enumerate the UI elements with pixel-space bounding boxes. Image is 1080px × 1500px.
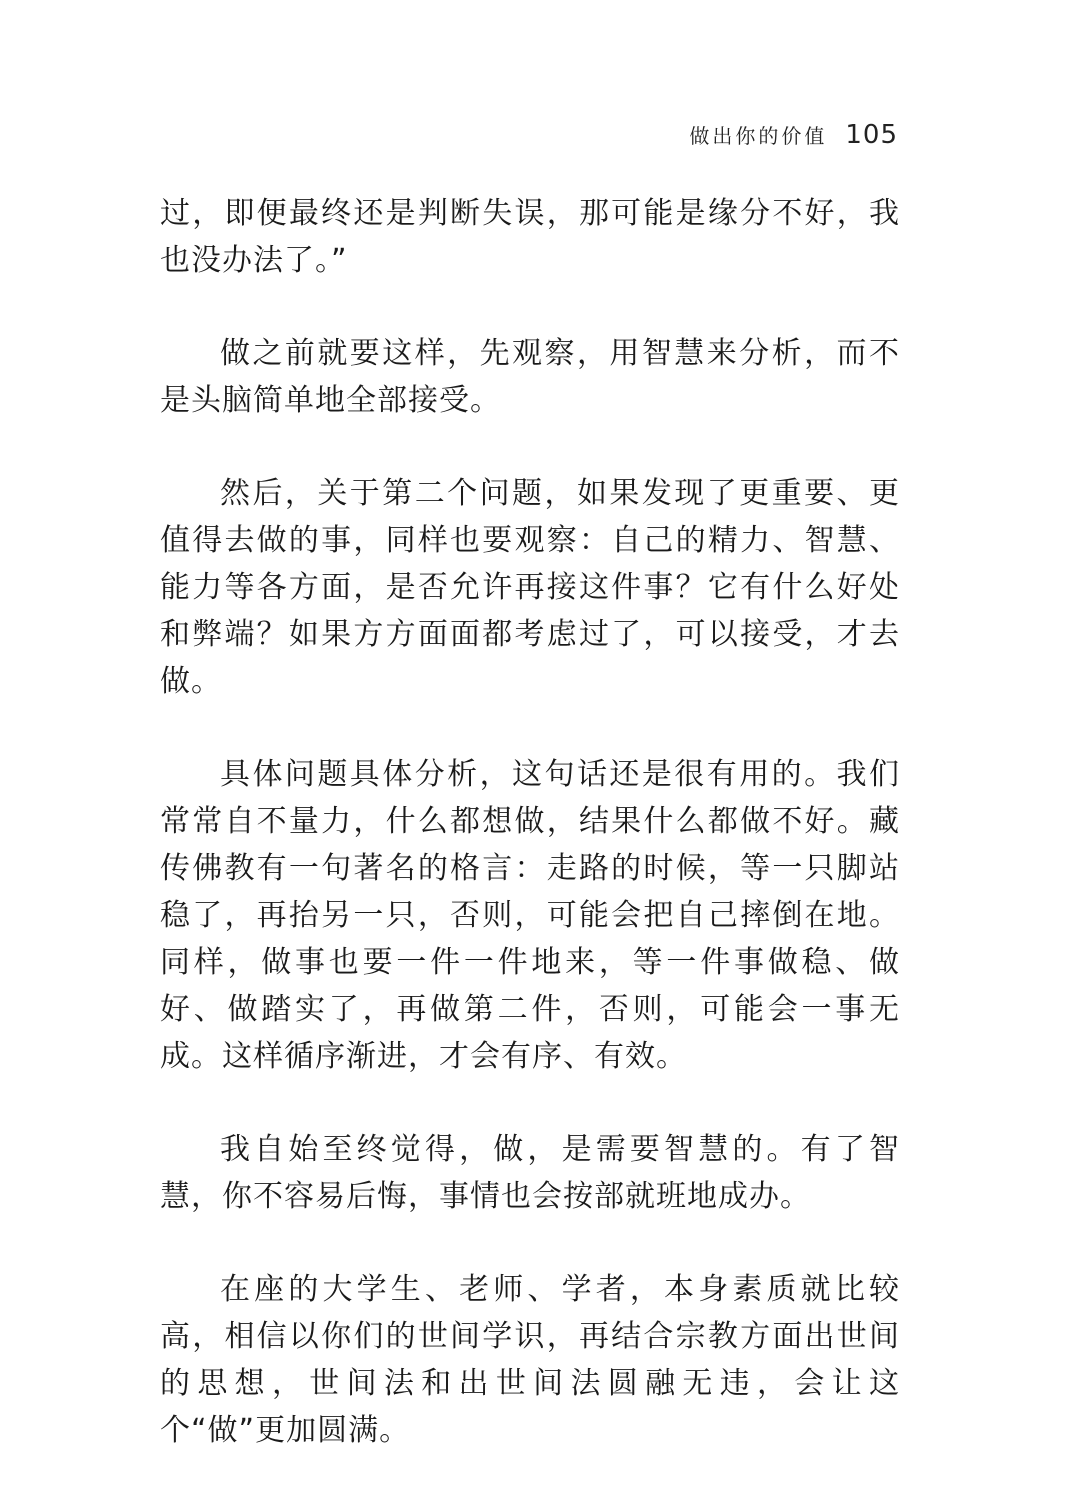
paragraph: 在座的大学生、老师、学者，本身素质就比较高，相信以你们的世间学识，再结合宗教方面出世间的思想，世间法和出世间法圆融无违，会让这个“做”更加圆满。 [160,1272,900,1448]
running-header [689,120,898,150]
chapter-title: 做出你的价值 [689,124,828,148]
body-text [160,190,900,1500]
paragraph: 具体问题具体分析，这句话还是很有用的。我们常常自不量力，什么都想做，结果什么都做不好。藏传佛教有一句著名的格言：走路的时候，等一只脚站稳了，再抬另一只，否则，可能会把自己摔倒在地。同样，做事也要一件一件地来，等一件事做稳、做好、做踏实了，再做第二件，否则，可能会一事无成。这样循序渐进，才会有序、有效。 [160,757,900,1074]
paragraph: 然后，关于第二个问题，如果发现了更重要、更值得去做的事，同样也要观察：自己的精力、智慧、能力等各方面，是否允许再接这件事？它有什么好处和弊端？如果方方面面都考虑过了，可以接受，才去做。 [160,476,900,699]
page-number: 105 [845,120,898,150]
paragraph-continued: 过，即便最终还是判断失误，那可能是缘分不好，我也没办法了。” [160,196,900,278]
paragraph: 做之前就要这样，先观察，用智慧来分析，而不是头脑简单地全部接受。 [160,336,900,418]
paragraph: 我自始至终觉得，做，是需要智慧的。有了智慧，你不容易后悔，事情也会按部就班地成办。 [160,1132,900,1214]
